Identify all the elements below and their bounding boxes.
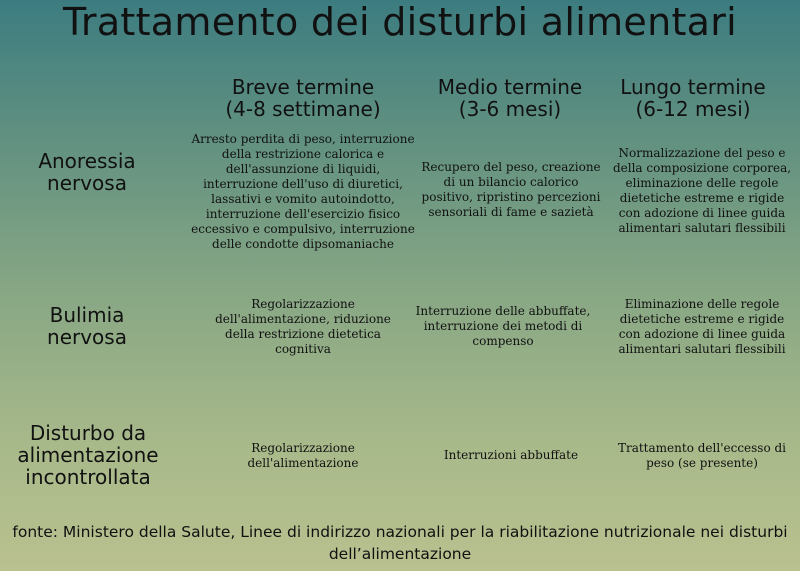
column-header-line: Breve termine xyxy=(231,75,375,99)
cell-bulimia-lungo: Eliminazione delle regole dietetiche estreme e rigide con adozione di linee guida alimentari salutari flessibili xyxy=(618,297,786,356)
cell-anoressia-breve: Arresto perdita di peso, interruzione della restrizione calorica e dell'assunzione di liquidi, interruzione dell'uso di diuretici, lassativi e vomito autoindotto, interruzione dell'esercizio fisico eccessivo e compulsivo, interruzione delle condotte dipsomaniache xyxy=(191,132,415,251)
cell-disturbo-breve: Regolarizzazione dell'alimentazione xyxy=(247,441,359,470)
row-header-line: nervosa xyxy=(47,325,127,349)
column-header-breve-termine xyxy=(190,76,416,120)
cell-bulimia-breve: Regolarizzazione dell'alimentazione, riduzione della restrizione dietetica cognitiva xyxy=(215,297,391,356)
row-header-line: nervosa xyxy=(47,171,127,195)
cell-disturbo-lungo: Trattamento dell'eccesso di peso (se presente) xyxy=(617,441,787,470)
row-header-line: Anoressia xyxy=(38,149,136,173)
column-header-line: (4-8 settimane) xyxy=(225,97,381,121)
row-header-bulimia-nervosa xyxy=(0,304,174,348)
cell-bulimia-medio: Interruzione delle abbuffate, interruzione dei metodi di compenso xyxy=(415,304,591,348)
row-header-anoressia-nervosa xyxy=(0,150,174,194)
column-header-line: (6-12 mesi) xyxy=(635,97,751,121)
row-header-line: incontrollata xyxy=(25,465,151,489)
column-header-line: Medio termine xyxy=(437,75,583,99)
column-header-line: Lungo termine xyxy=(620,75,766,99)
row-header-line: alimentazione xyxy=(17,443,159,467)
cell-anoressia-medio: Recupero del peso, creazione di un bilancio calorico positivo, ripristino percezioni sensoriali di fame e sazietà xyxy=(421,160,601,219)
column-header-line: (3-6 mesi) xyxy=(458,97,562,121)
row-header-disturbo-alimentazione-incontrollata xyxy=(0,422,176,488)
cell-anoressia-lungo: Normalizzazione del peso e della composizione corporea, eliminazione delle regole dietetiche estreme e rigide con adozione di linee guida alimentari salutari flessibili xyxy=(612,146,792,235)
column-header-medio-termine xyxy=(410,76,610,120)
row-header-line: Disturbo da xyxy=(29,421,147,445)
column-header-lungo-termine xyxy=(604,76,782,120)
cell-disturbo-medio: Interruzioni abbuffate xyxy=(443,448,579,462)
row-header-line: Bulimia xyxy=(49,303,125,327)
page-title: Trattamento dei disturbi alimentari xyxy=(62,0,738,44)
source-footnote: fonte: Ministero della Salute, Linee di indirizzo nazionali per la riabilitazione nutrizionale nei disturbi dell’alimentazione xyxy=(12,523,788,563)
